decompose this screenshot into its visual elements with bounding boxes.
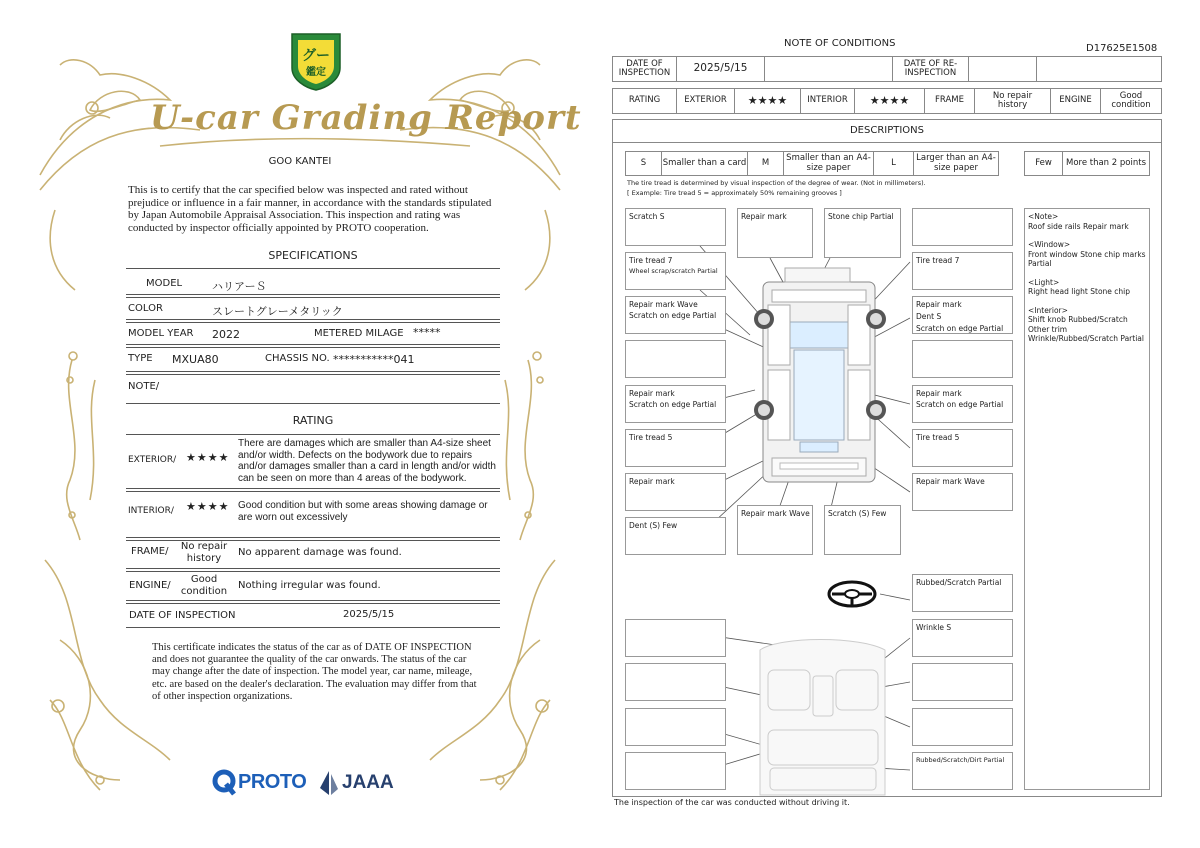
tread-example: [ Example: Tire tread 5 = approximately 50% remaining grooves ]	[627, 189, 842, 197]
damage-text: Scratch on edge Partial	[629, 311, 717, 320]
date-of-inspection-label: DATE OF INSPECTION	[129, 610, 236, 621]
divider	[126, 627, 500, 628]
damage-box	[625, 252, 726, 290]
goo-kantei-badge-icon	[286, 30, 346, 92]
damage-box	[625, 385, 726, 423]
note-line: Wrinkle/Rubbed/Scratch Partial	[1028, 334, 1144, 343]
frame-label: FRAME/	[131, 546, 169, 557]
tread-note: The tire tread is determined by visual inspection of the degree of wear. (Not in millimeters).	[627, 179, 926, 187]
damage-box	[625, 208, 726, 246]
color-value: スレートグレーメタリック	[212, 305, 343, 318]
model-year-label: MODEL YEAR	[128, 328, 194, 339]
type-value: MXUA80	[172, 353, 219, 366]
damage-box	[625, 663, 726, 701]
inspection-footer: The inspection of the car was conducted without driving it.	[614, 798, 850, 807]
interior-description: Good condition but with some areas showing damage or are worn out excessively	[238, 500, 488, 523]
type-label: TYPE	[128, 353, 153, 364]
note-line: Other trim	[1028, 324, 1068, 334]
damage-text: Scratch (S) Few	[828, 509, 887, 518]
chassis-label: CHASSIS NO.	[265, 353, 330, 364]
proto-logo-icon	[212, 768, 238, 796]
legend-m-text: Smaller than an A4-size paper	[784, 152, 874, 175]
damage-box	[912, 385, 1013, 423]
damage-text: Tire tread 7	[916, 256, 960, 265]
exterior-label: EXTERIOR	[677, 89, 735, 113]
divider	[126, 344, 500, 348]
damage-box	[912, 752, 1013, 790]
damage-text: Repair mark	[916, 389, 962, 398]
note-line: Roof side rails Repair mark	[1028, 221, 1129, 231]
divider	[126, 568, 500, 572]
damage-box	[912, 296, 1013, 334]
certificate-footnote: This certificate indicates the status of the car as of DATE OF INSPECTION and does not guarantee the quality of the car onwards. The status of the car may change after the date of inspection. The model year, car name, mileage, etc. are based on the dealer's declaration. The evaluation may differ from that of other inspection organizations.	[152, 642, 477, 702]
color-label: COLOR	[128, 303, 163, 314]
damage-text: Scratch on edge Partial	[916, 324, 1004, 333]
damage-box	[625, 340, 726, 378]
note-line: <Note>	[1028, 212, 1059, 221]
exterior-stars: ★★★★	[186, 451, 230, 464]
divider	[126, 600, 500, 604]
date-of-inspection-label: DATE OF INSPECTION	[613, 57, 677, 81]
note-line: <Window>	[1028, 240, 1071, 249]
damage-box	[824, 208, 901, 258]
damage-text: Tire tread 5	[916, 433, 960, 442]
notes-panel	[1024, 208, 1150, 790]
damage-box	[912, 429, 1013, 467]
damage-text: Repair mark Wave	[916, 477, 985, 486]
date-of-inspection-value: 2025/5/15	[343, 609, 395, 620]
interior-stars: ★★★★	[186, 500, 230, 513]
damage-box	[912, 208, 1013, 246]
damage-text: Scratch on edge Partial	[916, 400, 1004, 409]
damage-text: Dent S	[916, 312, 942, 321]
note-spacer	[1028, 269, 1146, 278]
date-of-reinspection-label: DATE OF RE-INSPECTION	[893, 57, 969, 81]
car-interior-icon	[760, 640, 885, 796]
damage-box	[912, 574, 1013, 612]
note-line: Right head light Stone chip	[1028, 287, 1131, 296]
frame-value: No repair history	[975, 89, 1051, 113]
steering-wheel-icon	[829, 582, 875, 606]
chassis-value: ***********041	[333, 353, 415, 366]
exterior-stars: ★★★★	[735, 89, 801, 113]
note-line: Front window Stone chip marks Partial	[1028, 249, 1146, 268]
damage-box	[625, 708, 726, 746]
damage-box	[625, 296, 726, 334]
exterior-description: There are damages which are smaller than A4-size sheet and/or width. Defects on the bodywork due to repairs and/or damages smaller than a card in length and/or width can be seen on more than 4 areas of the bodywork.	[238, 438, 496, 484]
engine-label: ENGINE/	[129, 580, 171, 591]
interior-label: INTERIOR	[801, 89, 855, 113]
date-of-inspection-value: 2025/5/15	[677, 57, 765, 81]
damage-text: Repair mark	[741, 212, 787, 221]
engine-value: Good condition	[1111, 90, 1151, 110]
engine-label: ENGINE	[1051, 89, 1101, 113]
conditions-title: NOTE OF CONDITIONS	[784, 38, 896, 49]
damage-box	[824, 505, 901, 555]
damage-box	[912, 340, 1013, 378]
note-of-conditions-sheet	[600, 0, 1200, 848]
certification-statement: This is to certify that the car specified below was inspected and rated without prejudice or influence in a fair manner, in accordance with the standards stipulated by Japan Automobile Appraisal Association. This inspection and rating was conducted by inspector officially appointed by PROTO cooperation.	[128, 184, 492, 234]
divider	[126, 319, 500, 323]
proto-logo-text: PROTO	[238, 771, 307, 793]
legend-s-text: Smaller than a card	[662, 152, 748, 175]
damage-text: Repair mark	[629, 389, 675, 398]
legend-l-text: Larger than an A4-size paper	[916, 153, 996, 173]
jaaa-logo-icon	[318, 770, 340, 796]
model-label: MODEL	[146, 278, 183, 289]
mileage-value: *****	[413, 326, 441, 339]
divider	[126, 268, 500, 269]
exterior-label: EXTERIOR/	[128, 455, 177, 465]
damage-text: Rubbed/Scratch/Dirt Partial	[916, 756, 1005, 764]
damage-box	[912, 473, 1013, 511]
rating-label: RATING	[613, 89, 677, 113]
note-spacer	[1028, 297, 1146, 306]
frame-value: No repair history	[180, 541, 228, 564]
damage-box	[912, 663, 1013, 701]
divider	[126, 488, 500, 492]
descriptions-heading: DESCRIPTIONS	[612, 119, 1162, 143]
mileage-label: METERED MILAGE	[314, 328, 404, 339]
legend-few: Few	[1025, 152, 1063, 175]
damage-text: Scratch on edge Partial	[629, 400, 717, 409]
damage-text: Repair mark Wave	[741, 509, 810, 518]
damage-box	[912, 708, 1013, 746]
damage-box	[737, 505, 813, 555]
interior-stars: ★★★★	[855, 89, 925, 113]
engine-value: Good condition	[180, 574, 228, 597]
legend-m: M	[748, 152, 784, 175]
divider	[126, 371, 500, 375]
damage-text: Rubbed/Scratch Partial	[916, 578, 1002, 587]
divider	[126, 434, 500, 435]
damage-box	[912, 619, 1013, 657]
frame-label: FRAME	[925, 89, 975, 113]
legend-s: S	[626, 152, 662, 175]
damage-box	[737, 208, 813, 258]
damage-box	[625, 619, 726, 657]
damage-text: Wheel scrap/scratch Partial	[629, 267, 718, 275]
legend-l: L	[874, 152, 914, 175]
jaaa-logo-text: JAAA	[342, 772, 394, 793]
damage-box	[912, 252, 1013, 290]
damage-text: Repair mark	[629, 477, 675, 486]
damage-text: Stone chip Partial	[828, 212, 894, 221]
note-line: <Interior>	[1028, 305, 1068, 315]
damage-box	[625, 429, 726, 467]
divider	[126, 294, 500, 298]
model-year-value: 2022	[212, 328, 240, 341]
interior-label: INTERIOR/	[128, 506, 174, 516]
badge-text: グー	[302, 48, 330, 64]
report-id: D17625E1508	[1086, 43, 1158, 54]
damage-text: Dent (S) Few	[629, 521, 678, 530]
note-spacer	[1028, 231, 1146, 240]
engine-description: Nothing irregular was found.	[238, 580, 381, 591]
rating-heading: RATING	[292, 414, 334, 427]
damage-text: Wrinkle S	[916, 623, 952, 632]
damage-text: Scratch S	[629, 212, 665, 221]
damage-text: Repair mark Wave	[629, 300, 698, 309]
damage-box	[625, 752, 726, 790]
damage-box	[625, 517, 726, 555]
divider	[126, 403, 500, 404]
note-line: <Light>	[1028, 277, 1060, 287]
damage-text: Tire tread 7	[629, 256, 673, 265]
damage-box	[625, 473, 726, 511]
svg-text:鑑定: 鑑定	[306, 67, 326, 78]
damage-text: Repair mark	[916, 300, 962, 309]
specifications-heading: SPECIFICATIONS	[268, 249, 358, 262]
note-label: NOTE/	[128, 381, 160, 392]
damage-text: Tire tread 5	[629, 433, 673, 442]
report-subtitle: GOO KANTEI	[268, 156, 332, 167]
report-title: U-car Grading Report	[150, 98, 582, 138]
note-line: Shift knob Rubbed/Scratch	[1028, 315, 1128, 324]
model-value: ハリアーＳ	[212, 280, 267, 293]
frame-description: No apparent damage was found.	[238, 547, 402, 558]
car-top-view-icon	[763, 268, 875, 482]
legend-few-text: More than 2 points	[1065, 157, 1146, 168]
